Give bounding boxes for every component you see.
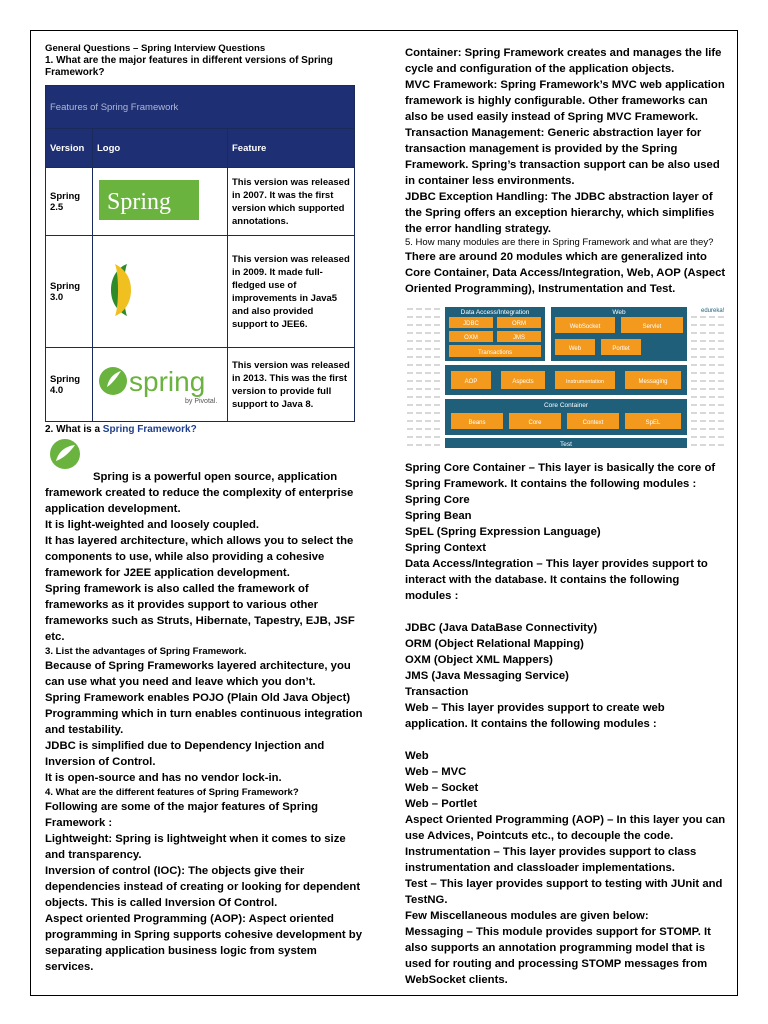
version-cell: Spring 3.0 bbox=[46, 236, 93, 348]
diagram-instrumentation: Instrumentation bbox=[566, 379, 604, 385]
feature-cell: This version was released in 2009. It made full-fledged use of improvements in Java5 and also provided support to JEE6. bbox=[228, 236, 355, 348]
diagram-orm: ORM bbox=[512, 321, 526, 327]
data-access-line: JDBC (Java DataBase Connectivity) bbox=[405, 622, 598, 634]
diagram-core-container: Core Container bbox=[543, 402, 589, 409]
table-row bbox=[46, 168, 355, 236]
feature-line: MVC Framework: Spring Framework’s MVC web application framework is highly configurable. Other frameworks can also be used easily instead of Spring MVC Framework. bbox=[405, 79, 725, 123]
diagram-data-access: Data Access/Integration bbox=[460, 309, 530, 316]
diagram-context: Context bbox=[582, 420, 604, 426]
diagram-beans: Beans bbox=[468, 420, 486, 426]
spring-def-line: Spring framework is also called the framework of frameworks as it provides support to various other frameworks such as Struts, Hibernate, Tapestry, EJB, JSF etc. bbox=[45, 583, 355, 643]
feature-cell: This version was released in 2007. It was the first version which supported annotations. bbox=[228, 168, 355, 236]
header-logo: Logo bbox=[93, 129, 228, 168]
diagram-transactions: Transactions bbox=[477, 350, 513, 356]
question-4: 4. What are the different features of Spring Framework? bbox=[45, 787, 299, 798]
section-heading: General Questions – Spring Interview Questions bbox=[45, 43, 266, 54]
diagram-jdbc: JDBC bbox=[463, 321, 479, 327]
version-cell: Spring 4.0 bbox=[46, 348, 93, 422]
spring-def-line: It is light-weighted and loosely coupled. bbox=[45, 519, 260, 531]
table-row bbox=[46, 348, 355, 422]
version-cell: Spring 2.5 bbox=[46, 168, 93, 236]
diagram-test: Test bbox=[560, 441, 572, 448]
diagram-websocket: WebSocket bbox=[569, 324, 601, 330]
spring-modules-diagram bbox=[405, 303, 727, 449]
web-line: Few Miscellaneous modules are given below: bbox=[405, 910, 649, 922]
core-line: Spring Core bbox=[405, 494, 470, 506]
feature-line: Aspect oriented Programming (AOP): Aspect oriented programming in Spring supports cohesive development by separating application business logic from system services. bbox=[45, 913, 362, 973]
core-line: Data Access/Integration – This layer provides support to interact with the database. It contains the following modules : bbox=[405, 558, 708, 602]
diagram-web-module: Web bbox=[568, 346, 582, 352]
data-access-line: Transaction bbox=[405, 686, 469, 698]
data-access-line: OXM (Object XML Mappers) bbox=[405, 654, 553, 666]
diagram-spel: SpEL bbox=[645, 420, 661, 426]
diagram-servlet: Servlet bbox=[642, 324, 662, 330]
web-line: Test – This layer provides support to testing with JUnit and TestNG. bbox=[405, 878, 723, 906]
document-page bbox=[30, 30, 738, 996]
diagram-aspects: Aspects bbox=[512, 379, 534, 385]
spring-30-logo bbox=[93, 236, 228, 348]
feature-line: Inversion of control (IOC): The objects give their dependencies instead of creating or looking for dependent objects. This is called Inversion Of Control. bbox=[45, 865, 361, 909]
header-version: Version bbox=[46, 129, 93, 168]
data-access-line: Web – This layer provides support to create web application. It contains the following modules : bbox=[405, 702, 665, 730]
features-table bbox=[45, 85, 355, 422]
advantage-line: Because of Spring Frameworks layered architecture, you can use what you need and leave which you don’t. bbox=[45, 660, 351, 688]
header-feature: Feature bbox=[228, 129, 355, 168]
feature-line: JDBC Exception Handling: The JDBC abstraction layer of the Spring offers an exception hierarchy, which simplifies the error handling strategy. bbox=[405, 191, 715, 235]
table-banner: Features of Spring Framework bbox=[46, 86, 355, 129]
web-line: Web – Portlet bbox=[405, 798, 477, 810]
web-line: Instrumentation – This layer provides support to class instrumentation and classloader implementations. bbox=[405, 846, 697, 874]
left-column bbox=[45, 43, 367, 975]
core-line: Spring Context bbox=[405, 542, 486, 554]
web-line: Web bbox=[405, 750, 429, 762]
feature-line: Following are some of the major features of Spring Framework : bbox=[45, 801, 319, 829]
advantage-line: It is open-source and has no vendor lock-in. bbox=[45, 772, 282, 784]
data-access-line: JMS (Java Messaging Service) bbox=[405, 670, 569, 682]
spring-40-logo bbox=[93, 348, 228, 422]
diagram-web: Web bbox=[612, 309, 626, 316]
spring-def-line: It has layered architecture, which allows you to select the components to use, while also providing a cohesive framework for J2EE application development. bbox=[45, 535, 354, 579]
core-line: Spring Core Container – This layer is basically the core of Spring Framework. It contains the following modules : bbox=[405, 462, 716, 490]
question-2: 2. What is a Spring Framework? bbox=[45, 424, 197, 435]
feature-line: Lightweight: Spring is lightweight when it comes to size and transparency. bbox=[45, 833, 346, 861]
logo-text: spring bbox=[129, 366, 206, 397]
web-line: Web – MVC bbox=[405, 766, 467, 778]
feature-line: Transaction Management: Generic abstraction layer for transaction management is provided by the Spring Framework. Spring’s transaction support can be also used in container less environments. bbox=[405, 127, 720, 187]
logo-text: Spring bbox=[107, 189, 172, 215]
diagram-oxm: OXM bbox=[464, 335, 478, 341]
data-access-line: ORM (Object Relational Mapping) bbox=[405, 638, 584, 650]
feature-line: Container: Spring Framework creates and manages the life cycle and configuration of the application objects. bbox=[405, 47, 722, 75]
spring-25-logo bbox=[93, 168, 228, 236]
table-row bbox=[46, 236, 355, 348]
diagram-aop: AOP bbox=[464, 379, 478, 385]
web-line: Aspect Oriented Programming (AOP) – In this layer you can use Advices, Pointcuts etc., to decouple the code. bbox=[405, 814, 726, 842]
modules-summary: There are around 20 modules which are generalized into Core Container, Data Access/Integration, Web, AOP (Aspect Oriented Programming), Instrumentation and Test. bbox=[405, 251, 726, 295]
advantage-line: Spring Framework enables POJO (Plain Old Java Object) Programming which in turn enables continuous integration and testability. bbox=[45, 692, 363, 736]
logo-sub: by Pivotal. bbox=[185, 398, 218, 405]
diagram-core: Core bbox=[528, 420, 542, 426]
spring-def-line: Spring is a powerful open source, application framework created to reduce the complexity of enterprise application development. bbox=[45, 471, 354, 515]
question-5: 5. How many modules are there in Spring Framework and what are they? bbox=[405, 237, 714, 248]
right-column bbox=[405, 45, 727, 988]
diagram-portlet: Portlet bbox=[612, 346, 630, 352]
core-line: SpEL (Spring Expression Language) bbox=[405, 526, 601, 538]
question-3: 3. List the advantages of Spring Framework. bbox=[45, 646, 247, 657]
diagram-corner: edureka! bbox=[701, 308, 725, 314]
diagram-jms: JMS bbox=[513, 335, 525, 341]
question-1: 1. What are the major features in different versions of Spring Framework? bbox=[45, 55, 333, 78]
diagram-messaging: Messaging bbox=[638, 379, 668, 385]
web-line: Web – Socket bbox=[405, 782, 479, 794]
spring-leaf-icon bbox=[45, 436, 85, 472]
web-line: Messaging – This module provides support for STOMP. It also supports an annotation programming model that is used for routing and processing STOMP messages from WebSocket clients. bbox=[405, 926, 711, 986]
core-line: Spring Bean bbox=[405, 510, 472, 522]
feature-cell: This version was released in 2013. This was the first version to provide full support to Java 8. bbox=[228, 348, 355, 422]
advantage-line: JDBC is simplified due to Dependency Injection and Inversion of Control. bbox=[45, 740, 325, 768]
